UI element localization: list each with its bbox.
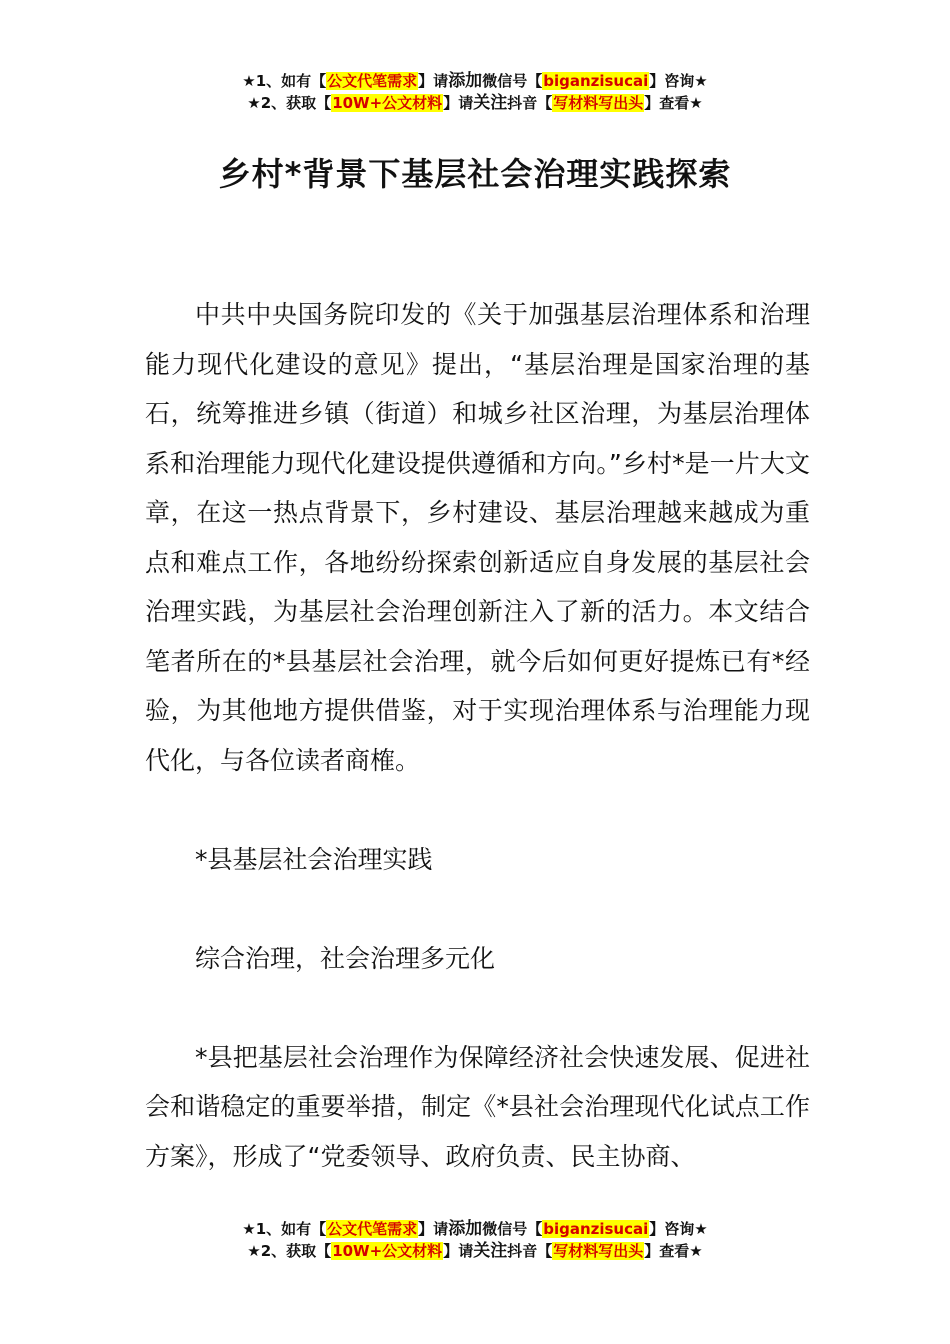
- subsection-heading: 综合治理，社会治理多元化: [195, 943, 496, 973]
- banner-emphasis: 关注: [473, 1241, 508, 1261]
- banner-text: ★2、获取【: [247, 94, 332, 112]
- document-body: [145, 290, 810, 1181]
- banner-highlight: 10W+公文材料: [332, 94, 443, 112]
- top-banner: [0, 70, 950, 114]
- banner-highlight: biganzisucai: [543, 1220, 649, 1238]
- banner-text: 】咨询★: [649, 72, 708, 90]
- banner-text: 微信号【: [482, 72, 543, 90]
- section-heading: *县基层社会治理实践: [195, 844, 433, 874]
- banner-highlight: 公文代笔需求: [327, 1220, 418, 1238]
- banner-text: 】请: [443, 1242, 474, 1260]
- body-paragraph: 中共中央国务院印发的《关于加强基层治理体系和治理能力现代化建设的意见》提出，“基层治理是国家治理的基石，统筹推进乡镇（街道）和城乡社区治理，为基层治理体系和治理能力现代化建设提供遵循和方向。”乡村*是一片大文章，在这一热点背景下，乡村建设、基层治理越来越成为重点和难点工作，各地纷纷探索创新适应自身发展的基层社会治理实践，为基层社会治理创新注入了新的活力。本文结合笔者所在的*县基层社会治理，就今后如何更好提炼已有*经验，为其他地方提供借鉴，对于实现治理体系与治理能力现代化，与各位读者商榷。: [145, 300, 810, 775]
- banner-text: 】请: [418, 72, 449, 90]
- banner-text: 】咨询★: [649, 1220, 708, 1238]
- banner-text: 】请: [418, 1220, 449, 1238]
- banner-line-1: [0, 70, 950, 92]
- banner-text: 】请: [443, 94, 474, 112]
- banner-emphasis: 关注: [473, 93, 508, 113]
- banner-text: ★1、如有【: [242, 1220, 327, 1238]
- banner-line-2: [0, 92, 950, 114]
- banner-text: 】查看★: [644, 1242, 703, 1260]
- banner-text: ★2、获取【: [247, 1242, 332, 1260]
- banner-line-1: [0, 1218, 950, 1240]
- document-title: 乡村*背景下基层社会治理实践探索: [218, 155, 732, 193]
- banner-emphasis: 添加: [448, 1219, 483, 1239]
- banner-line-2: [0, 1240, 950, 1262]
- banner-text: 】查看★: [644, 94, 703, 112]
- banner-highlight: 公文代笔需求: [327, 72, 418, 90]
- banner-highlight: 10W+公文材料: [332, 1242, 443, 1260]
- banner-text: ★1、如有【: [242, 72, 327, 90]
- banner-highlight: 写材料写出头: [553, 1242, 644, 1260]
- banner-highlight: biganzisucai: [543, 72, 649, 90]
- banner-text: 抖音【: [507, 1242, 553, 1260]
- banner-highlight: 写材料写出头: [553, 94, 644, 112]
- banner-text: 微信号【: [482, 1220, 543, 1238]
- banner-text: 抖音【: [507, 94, 553, 112]
- body-paragraph: *县把基层社会治理作为保障经济社会快速发展、促进社会和谐稳定的重要举措，制定《*县社会治理现代化试点工作方案》，形成了“党委领导、政府负责、民主协商、: [145, 1042, 810, 1171]
- bottom-banner: [0, 1218, 950, 1262]
- banner-emphasis: 添加: [448, 71, 483, 91]
